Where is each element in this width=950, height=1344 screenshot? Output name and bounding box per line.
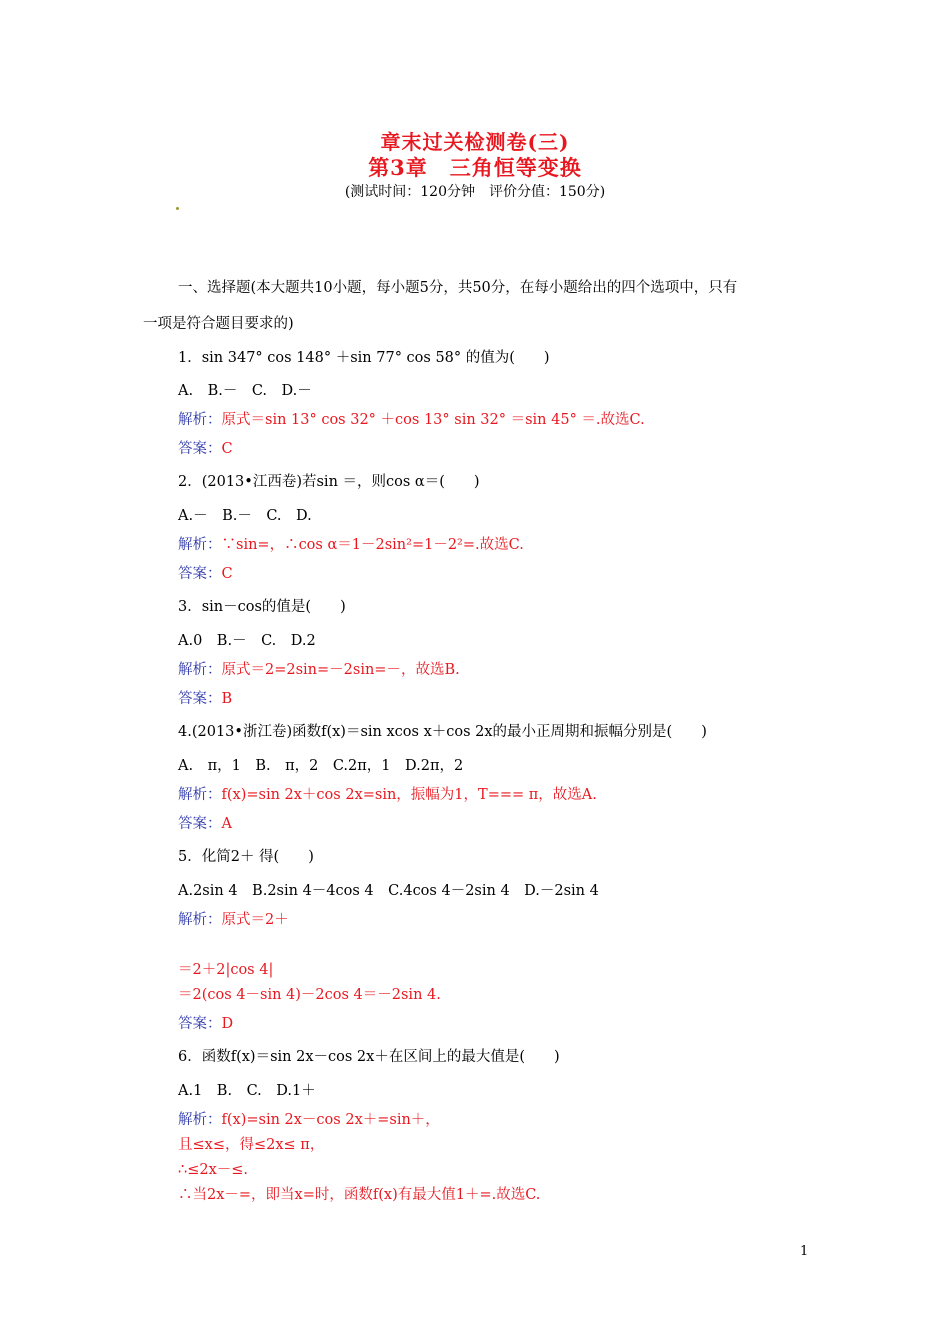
q6-analysis-step3: ∴≤2x－≤.	[178, 1162, 249, 1178]
analysis-label: 解析：	[178, 912, 222, 928]
analysis-label: 解析：	[178, 537, 222, 553]
q4-options: A. π，1 B. π，2 C.2π，1 D.2π，2	[178, 758, 464, 774]
q3-answer-text: B	[221, 691, 233, 707]
answer-label: 答案：	[178, 691, 222, 707]
q6-analysis-step2: 且≤x≤，得≤2x≤ π，	[178, 1137, 325, 1153]
q3-stem: 3．sin－cos的值是( )	[178, 599, 346, 615]
analysis-label: 解析：	[178, 662, 222, 678]
analysis-label: 解析：	[178, 787, 222, 803]
stray-dot	[176, 207, 179, 210]
answer-label: 答案：	[178, 1016, 222, 1032]
analysis-label: 解析：	[178, 412, 222, 428]
q1-answer-text: C	[221, 441, 233, 457]
q3-analysis-text: 原式＝2=2sin=－2sin=－，故选B.	[221, 662, 460, 678]
q5-analysis	[178, 910, 289, 930]
q2-answer	[178, 564, 233, 584]
q3-options: A.0 B.－ C. D.2	[178, 633, 316, 649]
q1-analysis-text: 原式＝sin 13° cos 32° ＋cos 13° sin 32° ＝sin 45° ＝.故选C.	[221, 412, 645, 428]
answer-label: 答案：	[178, 566, 222, 582]
q5-analysis-step2: ＝2＋2|cos 4|	[178, 962, 274, 978]
document-title: 章末过关检测卷(三)	[380, 130, 570, 154]
q1-options: A. B.－ C. D.－	[178, 383, 312, 399]
analysis-label: 解析：	[178, 1112, 222, 1128]
q5-analysis-step3: ＝2(cos 4－sin 4)－2cos 4＝－2sin 4.	[178, 987, 441, 1003]
page-number: 1	[800, 1244, 809, 1259]
q5-stem: 5．化简2＋ 得( )	[178, 849, 314, 865]
section-heading-line1: 一、选择题(本大题共10小题，每小题5分，共50分，在每小题给出的四个选项中，只有	[178, 280, 738, 296]
q4-stem: 4.(2013•浙江卷)函数f(x)＝sin xcos x＋cos 2x的最小正周期和振幅分别是( )	[178, 724, 707, 740]
q5-options: A.2sin 4 B.2sin 4－4cos 4 C.4cos 4－2sin 4 D.－2sin 4	[178, 883, 599, 899]
q6-analysis-step4: ∴当2x－=，即当x=时，函数f(x)有最大值1＋=.故选C.	[178, 1187, 541, 1203]
q3-answer	[178, 689, 232, 709]
q1-stem: 1．sin 347° cos 148° ＋sin 77° cos 58° 的值为( )	[178, 350, 550, 366]
q2-analysis-text: ∵sin=，∴cos α＝1－2sin²=1－2²=.故选C.	[221, 537, 524, 553]
q5-analysis-text: 原式＝2＋	[221, 912, 289, 928]
q6-options: A.1 B. C. D.1＋	[178, 1083, 316, 1099]
q3-analysis	[178, 660, 460, 680]
q5-answer	[178, 1014, 233, 1034]
q1-answer	[178, 439, 233, 459]
q2-stem: 2．(2013•江西卷)若sin ＝，则cos α＝( )	[178, 474, 480, 490]
q5-answer-text: D	[221, 1016, 234, 1032]
answer-label: 答案：	[178, 441, 222, 457]
q4-analysis	[178, 785, 597, 805]
q6-analysis-text: f(x)=sin 2x－cos 2x＋=sin＋，	[221, 1112, 440, 1128]
q6-stem: 6．函数f(x)＝sin 2x－cos 2x＋在区间上的最大值是( )	[178, 1049, 560, 1065]
q2-options: A.－ B.－ C. D.	[178, 508, 312, 524]
q4-answer-text: A	[221, 816, 232, 832]
q6-analysis	[178, 1110, 440, 1130]
q2-answer-text: C	[221, 566, 233, 582]
q4-analysis-text: f(x)=sin 2x＋cos 2x=sin，振幅为1，T=== π，故选A.	[221, 787, 597, 803]
chapter-title: 第3章 三角恒等变换	[368, 155, 582, 180]
section-heading-line2: 一项是符合题目要求的)	[143, 316, 294, 332]
q1-analysis	[178, 410, 645, 430]
answer-label: 答案：	[178, 816, 222, 832]
q2-analysis	[178, 535, 524, 555]
q4-answer	[178, 814, 232, 834]
test-info: (测试时间：120分钟 评价分值：150分)	[344, 184, 606, 200]
